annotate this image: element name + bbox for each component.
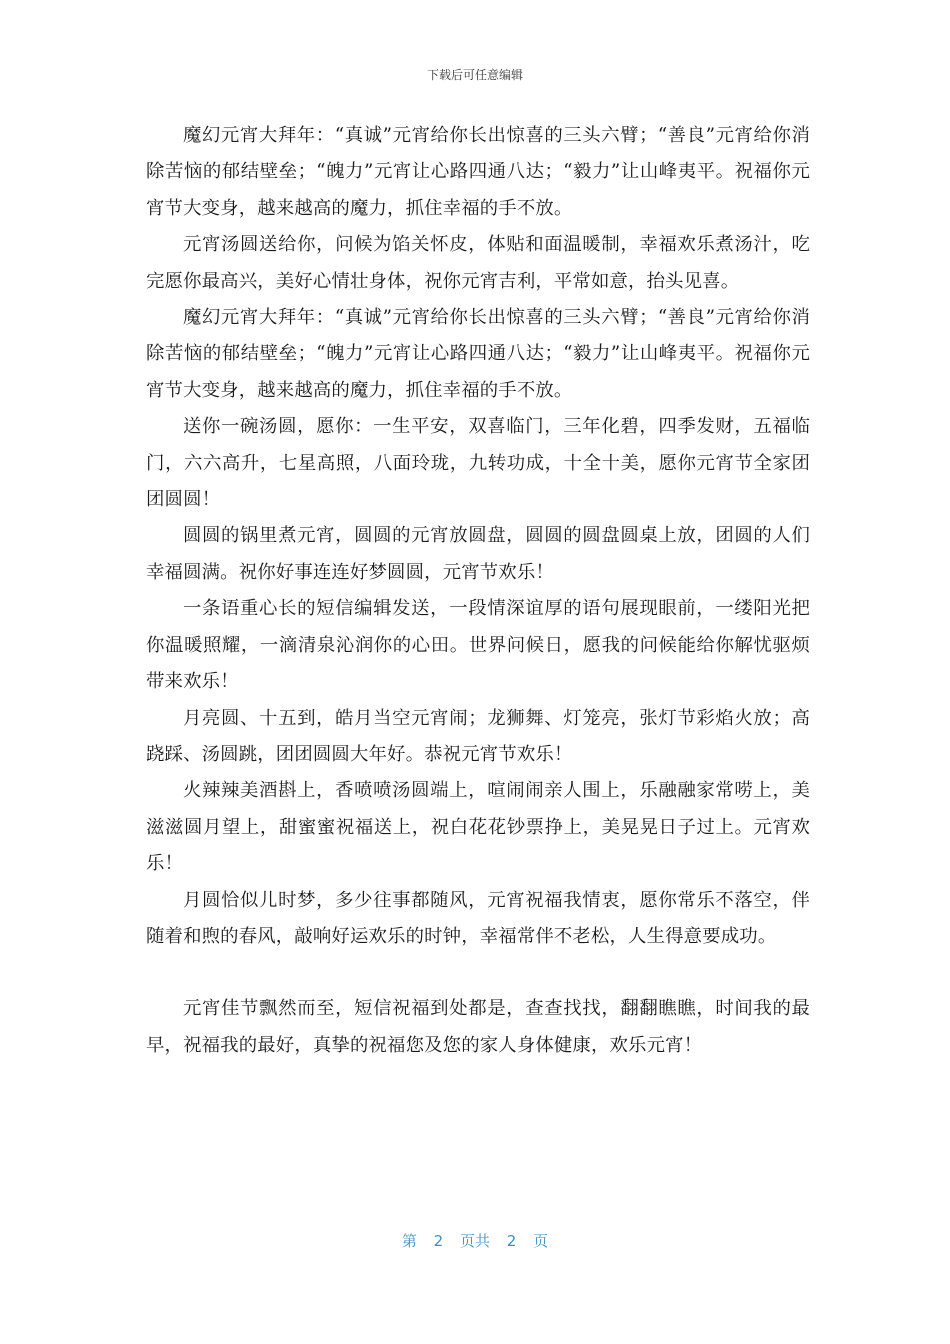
paragraph-5: 圆圆的锅里煮元宵，圆圆的元宵放圆盘，圆圆的圆盘圆桌上放，团圆的人们幸福圆满。祝你好事连连好梦圆圆，元宵节欢乐！	[146, 525, 810, 583]
paragraph-2: 元宵汤圆送给你，问候为馅关怀皮，体贴和面温暖制，幸福欢乐煮汤汁，吃完愿你最高兴，美好心情壮身体，祝你元宵吉利，平常如意，抬头见喜。	[146, 234, 810, 292]
page-number-suffix: 页	[533, 1232, 549, 1250]
page-number-current: 2	[433, 1232, 444, 1250]
paragraph-8: 火辣辣美酒斟上，香喷喷汤圆端上，喧闹闹亲人围上，乐融融家常唠上，美滋滋圆月望上，甜蜜蜜祝福送上，祝白花花钞票挣上，美晃晃日子过上。元宵欢乐！	[146, 780, 810, 875]
paragraph-10: 元宵佳节飘然而至，短信祝福到处都是，查查找找，翻翻瞧瞧，时间我的最早，祝福我的最好，真挚的祝福您及您的家人身体健康，欢乐元宵！	[146, 998, 810, 1056]
paragraph-1: 魔幻元宵大拜年：“真诚”元宵给你长出惊喜的三头六臂；“善良”元宵给你消除苦恼的郁结壁垒；“魄力”元宵让心路四通八达；“毅力”让山峰夷平。祝福你元宵节大变身，越来越高的魔力，抓住幸福的手不放。	[146, 125, 810, 219]
paragraph-6: 一条语重心长的短信编辑发送，一段情深谊厚的语句展现眼前，一缕阳光把你温暖照耀，一滴清泉沁润你的心田。世界问候日，愿我的问候能给你解忧驱烦带来欢乐！	[146, 598, 810, 693]
page-header: 下载后可任意编辑	[426, 68, 523, 82]
paragraph-4: 送你一碗汤圆，愿你：一生平安，双喜临门，三年化碧，四季发财，五福临门，六六高升，七星高照，八面玲珑，九转功成，十全十美，愿你元宵节全家团团圆圆！	[146, 416, 810, 511]
page-number	[0, 1230, 950, 1251]
document-body	[146, 118, 810, 1064]
page-number-middle: 页共	[459, 1232, 490, 1250]
page-number-total: 2	[506, 1232, 517, 1250]
paragraph-9: 月圆恰似儿时梦，多少往事都随风，元宵祝福我情衷，愿你常乐不落空，伴随着和煦的春风，敲响好运欢乐的时钟，幸福常伴不老松，人生得意要成功。	[146, 889, 810, 947]
paragraph-7: 月亮圆、十五到，皓月当空元宵闹；龙狮舞、灯笼亮，张灯节彩焰火放；高跷踩、汤圆跳，团团圆圆大年好。恭祝元宵节欢乐！	[146, 707, 810, 765]
paragraph-3: 魔幻元宵大拜年：“真诚”元宵给你长出惊喜的三头六臂；“善良”元宵给你消除苦恼的郁结壁垒；“魄力”元宵让心路四通八达；“毅力”让山峰夷平。祝福你元宵节大变身，越来越高的魔力，抓住幸福的手不放。	[146, 307, 810, 401]
page-number-prefix: 第	[401, 1232, 417, 1250]
